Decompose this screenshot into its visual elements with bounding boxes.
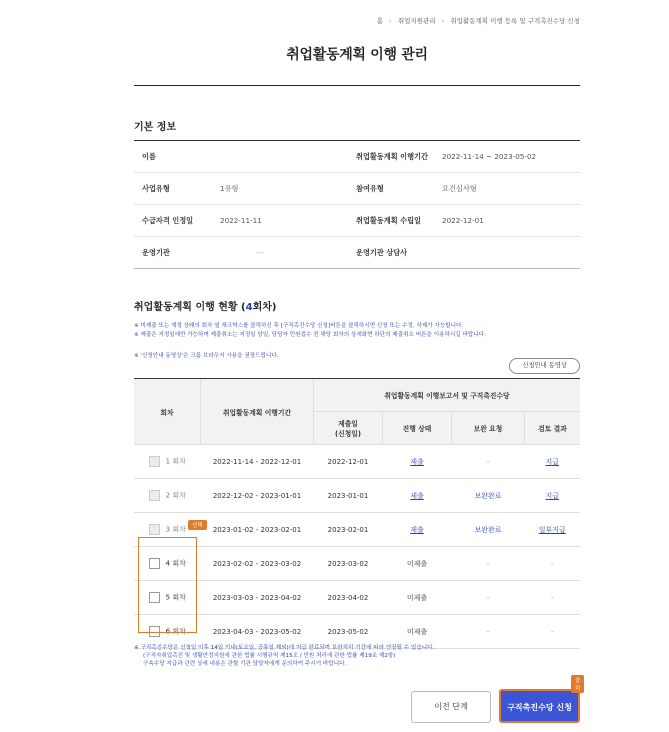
chevron-right-icon: ›: [441, 16, 445, 25]
header-group: 취업활동계획 이행보고서 및 구직촉진수당: [314, 379, 581, 412]
header-period: 취업활동계획 이행기간: [201, 379, 314, 445]
header-submit-date: [314, 412, 383, 445]
header-submit-date-sub: (신청일): [335, 430, 361, 438]
supplement-cell: [452, 581, 525, 615]
table-row: [134, 445, 580, 479]
info-label: 취업활동계획 이행기간: [356, 151, 428, 161]
period-cell: 2022-11-14 - 2022-12-01: [201, 445, 314, 479]
round-count: 4: [245, 302, 253, 313]
progress-link[interactable]: 제출: [410, 491, 424, 500]
info-row: [134, 173, 580, 205]
apply-allowance-button[interactable]: 구직촉진수당 신청: [499, 689, 580, 723]
status-notes: [134, 322, 580, 340]
submit-date-cell: 2023-03-02: [314, 547, 383, 581]
round-checkbox: [149, 524, 160, 535]
supplement-cell: [452, 547, 525, 581]
review-cell: [525, 547, 581, 581]
info-label: 사업유형: [142, 183, 170, 193]
progress-cell: [383, 513, 452, 547]
review-link[interactable]: 일부지급: [538, 525, 566, 534]
info-value: 2022-11-11: [220, 216, 262, 225]
info-row: [134, 141, 580, 173]
submit-date-cell: 2023-04-02: [314, 581, 383, 615]
header-round: 회차: [134, 379, 201, 445]
period-cell: 2023-01-02 - 2023-02-01: [201, 513, 314, 547]
info-label: 운영기관 상담사: [356, 247, 408, 257]
review-value: -: [550, 559, 554, 568]
info-row: [134, 205, 580, 237]
supplement-value: 보완완료: [474, 525, 502, 534]
progress-cell: [383, 479, 452, 513]
info-label: 운영기관: [142, 247, 170, 257]
round-label: 5 회차: [165, 593, 186, 602]
period-cell: 2023-04-03 - 2023-05-02: [201, 615, 314, 649]
review-value: -: [550, 593, 554, 602]
info-label: 참여유형: [356, 183, 384, 193]
review-value: -: [550, 627, 554, 636]
status-title-suffix: 회차): [252, 302, 277, 313]
submit-date-cell: 2022-12-01: [314, 445, 383, 479]
review-cell: [525, 513, 581, 547]
submit-date-cell: 2023-05-02: [314, 615, 383, 649]
guide-video-button[interactable]: 신청안내 동영상: [509, 358, 580, 374]
basic-info-table: [134, 140, 580, 269]
supplement-cell: [452, 479, 525, 513]
round-label: 3 회차: [165, 525, 186, 534]
select-annotation-tag: 선택: [188, 520, 207, 530]
header-review: 검토 결과: [525, 412, 581, 445]
supplement-value: -: [486, 559, 490, 568]
round-label: 6 회차: [165, 627, 186, 636]
info-label: 수급자격 인정일: [142, 215, 194, 225]
supplement-value: -: [486, 593, 490, 602]
info-row: [134, 237, 580, 269]
footer-note-line: (구직자취업촉진 및 생활안정지원에 관한 법률 시행규칙 제15조 / 민원 처리에 관한 법률 제19조 제2항): [143, 653, 396, 659]
round-label: 2 회차: [165, 491, 186, 500]
progress-link[interactable]: 제출: [410, 525, 424, 534]
review-cell: [525, 581, 581, 615]
page-title: 취업활동계획 이행 관리: [286, 47, 428, 63]
header-submit-date-label: 제출일: [338, 420, 358, 428]
title-divider: [134, 85, 580, 86]
status-title: [134, 298, 276, 313]
review-link[interactable]: 지급: [545, 491, 560, 500]
breadcrumb-home[interactable]: 홈: [376, 17, 384, 25]
click-annotation-tag: 클릭: [571, 675, 584, 693]
table-row: [134, 479, 580, 513]
status-title-prefix: 취업활동계획 이행 현황 (: [134, 302, 246, 313]
info-label: 취업활동계획 수립일: [356, 215, 421, 225]
progress-cell: 미제출: [383, 615, 452, 649]
info-value: 2022-12-01: [442, 216, 484, 225]
breadcrumb-level1[interactable]: 취업지원관리: [397, 17, 436, 25]
note-line: ※ 제출은 지정일에만 가능하며 제출취소는 지정일 당일, 담당자 민원접수 전 해당 회차의 상세화면 하단의 제출취소 버튼을 이용하시길 바랍니다.: [134, 332, 486, 338]
supplement-cell: [452, 445, 525, 479]
progress-cell: 미제출: [383, 547, 452, 581]
table-row: [134, 581, 580, 615]
supplement-value: -: [486, 627, 490, 636]
info-value: ---: [256, 248, 264, 257]
round-label: 4 회차: [165, 559, 186, 568]
round-checkbox: [149, 490, 160, 501]
supplement-value: -: [486, 457, 490, 466]
round-label: 1 회차: [165, 457, 186, 466]
round-cell: [134, 479, 201, 513]
header-supplement: 보완 요청: [452, 412, 525, 445]
supplement-cell: [452, 513, 525, 547]
footer-notes: [134, 644, 580, 668]
note-line: ※ 미제출 또는 재정 상태의 회차 옆 체크박스를 클릭하신 후 [구직촉진수당 신청]버튼을 클릭하시면 신청 또는 수정, 삭제가 가능합니다.: [134, 323, 464, 329]
round-checkbox: [149, 456, 160, 467]
prev-step-button[interactable]: 이전 단계: [411, 691, 491, 723]
progress-cell: [383, 445, 452, 479]
browser-note: ※ '신청안내 동영상'은 크롬 브라우저 사용을 권장드립니다.: [134, 353, 279, 359]
breadcrumb: [377, 16, 580, 25]
supplement-value: 보완완료: [474, 491, 502, 500]
status-table: [134, 378, 580, 649]
review-link[interactable]: 지급: [545, 457, 560, 466]
review-cell: [525, 479, 581, 513]
review-cell: [525, 445, 581, 479]
footer-note-line: ※ 구직촉진수당은 신청일 이후 14일 이내(토요일, 공휴일 제외)에 지급 완료되며 보완처리 기간에 따라 연장될 수 있습니다.: [134, 645, 435, 651]
selection-highlight: [138, 537, 197, 633]
footer-note-line: 구속수당 지급과 관련 상세 내용은 관할 기관 담당자에게 문의하여 주시기 바랍니다.: [143, 661, 347, 667]
progress-link[interactable]: 제출: [410, 457, 424, 466]
basic-info-title: 기본 정보: [134, 122, 177, 133]
progress-cell: 미제출: [383, 581, 452, 615]
period-cell: 2023-03-03 - 2023-04-02: [201, 581, 314, 615]
table-row: [134, 547, 580, 581]
breadcrumb-level2: 취업활동계획 이행 등록 및 구직촉진수당 신청: [450, 17, 580, 25]
round-cell: [134, 445, 201, 479]
info-value: 2022-11-14 ~ 2023-05-02: [442, 152, 537, 161]
info-label: 이름: [142, 151, 156, 161]
info-value: 요건심사형: [442, 183, 477, 193]
period-cell: 2022-12-02 - 2023-01-01: [201, 479, 314, 513]
info-value: 1유형: [220, 183, 239, 193]
header-progress: 진행 상태: [383, 412, 452, 445]
period-cell: 2023-02-02 - 2023-03-02: [201, 547, 314, 581]
submit-date-cell: 2023-02-01: [314, 513, 383, 547]
chevron-right-icon: ›: [389, 16, 392, 25]
submit-date-cell: 2023-01-01: [314, 479, 383, 513]
